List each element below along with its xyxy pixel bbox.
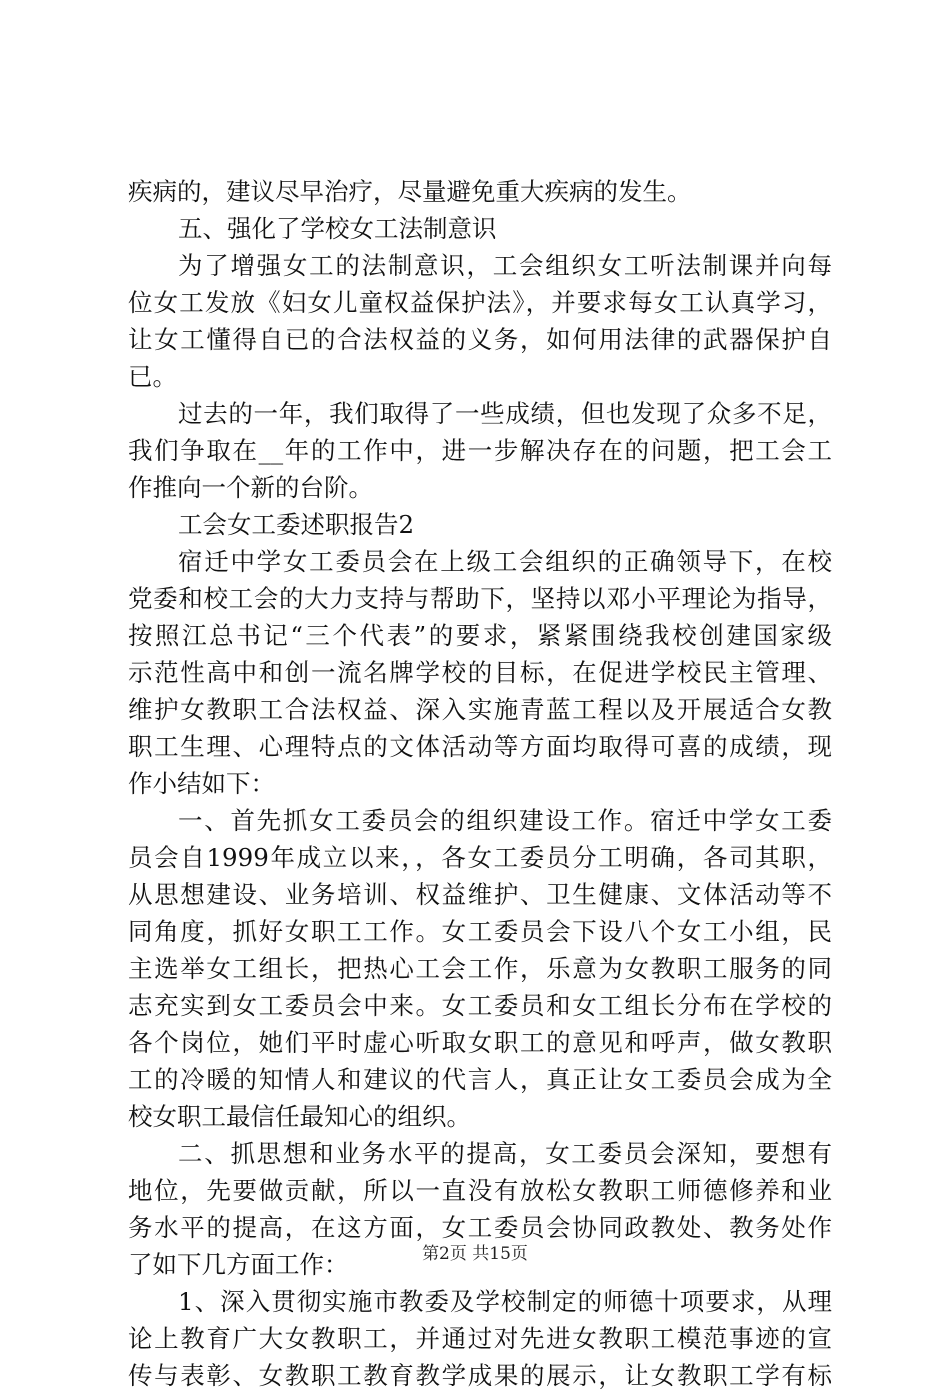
text-line: 一、首先抓女工委员会的组织建设工作。宿迁中学女工委 [178, 806, 832, 835]
text-line: 地位，先要做贡献，所以一直没有放松女教职工师德修养和业 [128, 1176, 832, 1205]
text-line: 务水平的提高，在这方面，女工委员会协同政教处、教务处作 [128, 1213, 832, 1242]
text-line: 二、抓思想和业务水平的提高，女工委员会深知，要想有 [178, 1139, 832, 1168]
text-line: 志充实到女工委员会中来。女工委员和女工组长分布在学校的 [128, 991, 832, 1020]
text-line: 党委和校工会的大力支持与帮助下，坚持以邓小平理论为指导， [128, 584, 832, 613]
text-line: 让女工懂得自已的合法权益的义务，如何用法律的武器保护自 [128, 325, 832, 354]
text-line: 作推向一个新的台阶。 [128, 473, 373, 502]
text-line: 作小结如下： [128, 769, 275, 798]
text-line: 我们争取在__年的工作中，进一步解决存在的问题，把工会工 [128, 436, 832, 465]
text-line: 了如下几方面工作： [128, 1250, 349, 1279]
page-footer: 第2页 共15页 [422, 1244, 528, 1264]
text-line: 职工生理、心理特点的文体活动等方面均取得可喜的成绩，现 [128, 732, 832, 761]
text-line: 主选举女工组长，把热心工会工作，乐意为女教职工服务的同 [128, 954, 832, 983]
text-line: 位女工发放《妇女儿童权益保护法》，并要求每女工认真学习， [128, 288, 832, 317]
text-line: 为了增强女工的法制意识，工会组织女工听法制课并向每 [178, 251, 832, 280]
text-line: 五、强化了学校女工法制意识 [178, 214, 497, 243]
text-line: 工会女工委述职报告2 [178, 510, 415, 539]
text-line: 宿迁中学女工委员会在上级工会组织的正确领导下，在校 [178, 547, 832, 576]
text-line: 同角度，抓好女职工工作。女工委员会下设八个女工小组，民 [128, 917, 832, 946]
text-line: 过去的一年，我们取得了一些成绩，但也发现了众多不足， [178, 399, 832, 428]
text-line: 校女职工最信任最知心的组织。 [128, 1102, 471, 1131]
text-line: 论上教育广大女教职工，并通过对先进女教职工模范事迹的宣 [128, 1324, 832, 1353]
text-line: 传与表彰、女教职工教育教学成果的展示，让女教职工学有标 [128, 1361, 832, 1390]
text-line: 已。 [128, 362, 177, 391]
document-body [128, 173, 832, 1394]
text-line: 员会自1999年成立以来，，各女工委员分工明确，各司其职， [128, 843, 832, 872]
text-line: 从思想建设、业务培训、权益维护、卫生健康、文体活动等不 [128, 880, 832, 909]
text-line: 按照江总书记“三个代表”的要求，紧紧围绕我校创建国家级 [128, 621, 832, 650]
text-line: 维护女教职工合法权益、深入实施青蓝工程以及开展适合女教 [128, 695, 832, 724]
text-line: 各个岗位，她们平时虚心听取女职工的意见和呼声，做女教职 [128, 1028, 832, 1057]
text-line: 示范性高中和创一流名牌学校的目标，在促进学校民主管理、 [128, 658, 832, 687]
text-line: 疾病的，建议尽早治疗，尽量避免重大疾病的发生。 [128, 177, 692, 206]
text-line: 1、深入贯彻实施市教委及学校制定的师德十项要求，从理 [178, 1287, 832, 1316]
text-line: 工的冷暖的知情人和建议的代言人，真正让女工委员会成为全 [128, 1065, 832, 1094]
